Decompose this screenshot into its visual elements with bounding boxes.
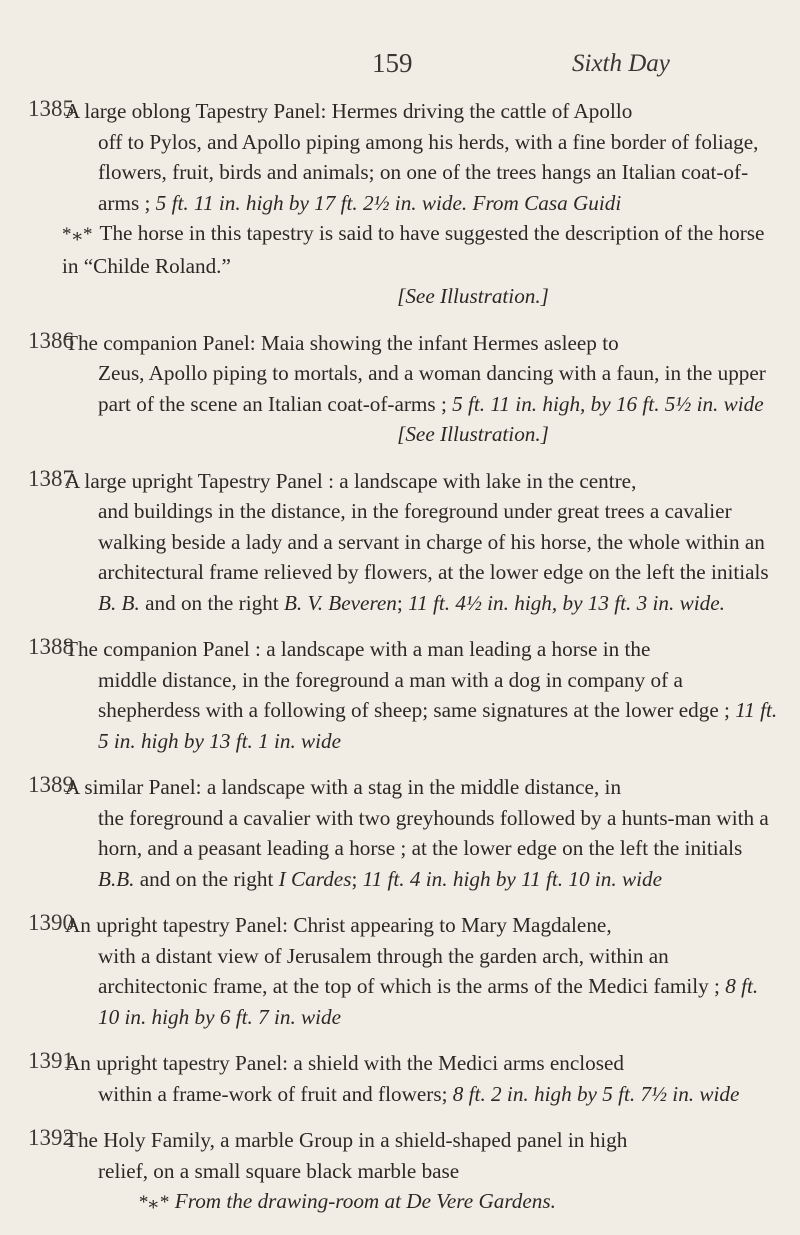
lot-note	[62, 218, 778, 281]
lot-measurement: 5 ft. 11 in. high by 17 ft. 2½ in. wide.	[155, 190, 468, 215]
illustration-reference: [See Illustration.]	[397, 422, 549, 446]
lot-1388	[0, 634, 800, 756]
lot-1391	[0, 1048, 800, 1109]
lot-first-line: An upright tapestry Panel: a shield with the Medici arms enclosed	[65, 1051, 624, 1075]
lot-text-end: ;	[351, 866, 358, 891]
lot-description	[65, 772, 778, 894]
lot-text: and buildings in the distance, in the foreground under great trees a cavalier walking beside a lady and a servant in charge of his horse, the whole within an architectural frame relieved by flowers, at the lower edge on the left the initials	[98, 499, 769, 584]
initials-right: B. V. Beveren	[283, 590, 397, 615]
day-heading: Sixth Day	[572, 50, 670, 77]
lot-footnote	[138, 1186, 778, 1219]
asterism-mark: *⁎*	[138, 1192, 170, 1213]
page-number: 159	[372, 48, 413, 78]
lot-source: From Casa Guidi	[472, 190, 622, 215]
lot-description	[65, 910, 778, 1032]
lot-number: 1389	[28, 772, 74, 797]
lot-number: 1390	[28, 910, 74, 935]
lot-text: middle distance, in the foreground a man with a dog in company of a shepherdess with a following of sheep; same signatures at the lower edge ;	[98, 667, 730, 722]
lot-description	[65, 1125, 778, 1219]
lot-text: with a distant view of Jerusalem through the garden arch, within an architectonic frame, at the top of which is the arms of the Medici family ;	[98, 943, 720, 998]
lot-measurement: 8 ft. 10 in. high by 6 ft. 7 in. wide	[98, 974, 759, 1029]
lot-text: within a frame-work of fruit and flowers;	[98, 1081, 448, 1106]
lot-measurement: 11 ft. 4½ in. high, by 13 ft. 3 in. wide.	[408, 590, 725, 615]
initials-right: I Cardes	[278, 866, 352, 891]
lot-1389	[0, 772, 800, 894]
lot-measurement: 11 ft. 5 in. high by 13 ft. 1 in. wide	[98, 698, 778, 753]
lot-text: relief, on a small square black marble base	[98, 1158, 460, 1183]
lot-first-line: A large oblong Tapestry Panel: Hermes driving the cattle of Apollo	[65, 99, 633, 123]
lot-number: 1386	[28, 327, 74, 353]
page-header	[0, 40, 800, 80]
lot-1390	[0, 910, 800, 1032]
lot-description	[65, 466, 778, 619]
lot-note-text: The horse in this tapestry is said to have suggested the description of the horse in “Childe Roland.”	[62, 221, 765, 278]
lot-text-mid: and on the right	[145, 590, 279, 615]
lot-list	[0, 96, 800, 1235]
lot-number: 1391	[28, 1048, 74, 1073]
initials-left: B. B.	[98, 590, 140, 615]
lot-text-end: ;	[396, 590, 403, 615]
lot-text: the foreground a cavalier with two greyhounds followed by a hunts-man with a horn, and a peasant leading a horse ; at the lower edge on the left the initials	[98, 805, 769, 860]
lot-description	[65, 328, 778, 450]
lot-1386	[0, 328, 800, 450]
lot-measurement: 11 ft. 4 in. high by 11 ft. 10 in. wide	[362, 866, 662, 891]
lot-description	[62, 96, 778, 312]
lot-number: 1392	[28, 1125, 74, 1150]
lot-text: off to Pylos, and Apollo piping among his herds, with a fine border of foliage, flowers, fruit, birds and animals; on one of the trees hangs an Italian coat-of-arms ;	[98, 129, 759, 215]
lot-measurement: 5 ft. 11 in. high, by 16 ft. 5½ in. wide	[452, 391, 764, 416]
lot-text-mid: and on the right	[139, 866, 274, 891]
lot-first-line: The companion Panel: Maia showing the infant Hermes asleep to	[65, 330, 619, 355]
asterism-mark: *⁎*	[62, 224, 94, 245]
lot-first-line: A large upright Tapestry Panel : a landscape with lake in the centre,	[65, 468, 637, 493]
initials-left: B.B.	[98, 866, 135, 891]
illustration-reference: [See Illustration.]	[397, 284, 549, 308]
lot-first-line: A similar Panel: a landscape with a stag in the middle distance, in	[65, 775, 622, 799]
lot-number: 1388	[28, 634, 74, 659]
lot-text: Zeus, Apollo piping to mortals, and a woman dancing with a faun, in the upper part of the scene an Italian coat-of-arms ;	[98, 361, 766, 416]
lot-measurement: 8 ft. 2 in. high by 5 ft. 7½ in. wide	[452, 1081, 740, 1106]
lot-first-line: The Holy Family, a marble Group in a shield-shaped panel in high	[65, 1128, 628, 1152]
lot-description	[65, 634, 778, 756]
lot-1387	[0, 466, 800, 619]
lot-description	[65, 1048, 778, 1109]
lot-footnote-text: From the drawing-room at De Vere Gardens.	[174, 1189, 556, 1213]
lot-1385	[0, 96, 800, 312]
lot-first-line: The companion Panel : a landscape with a man leading a horse in the	[65, 637, 651, 661]
lot-first-line: An upright tapestry Panel: Christ appearing to Mary Magdalene,	[65, 913, 612, 937]
lot-1392	[0, 1125, 800, 1219]
lot-number: 1387	[28, 465, 74, 491]
lot-number: 1385	[28, 96, 74, 121]
